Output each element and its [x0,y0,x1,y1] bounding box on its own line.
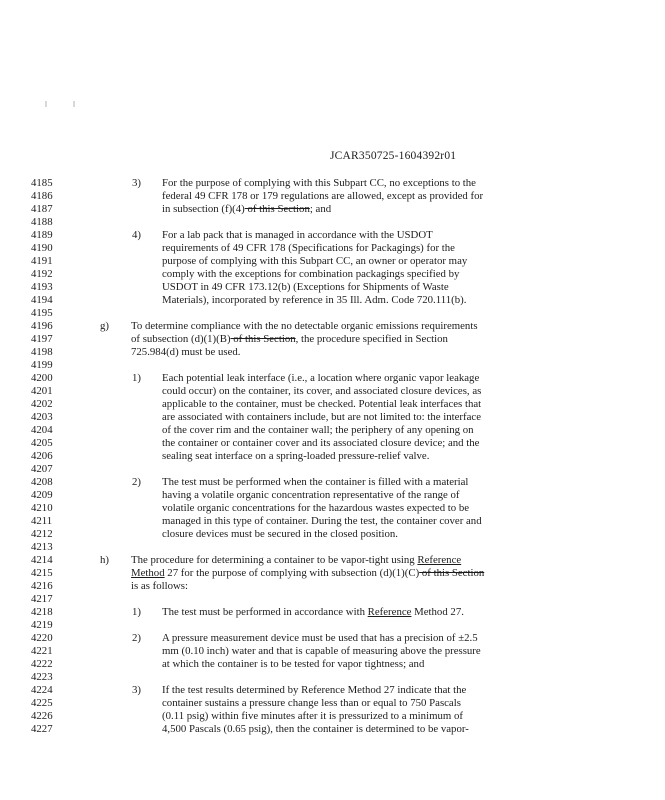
text-run: The test must be performed in accordance with [162,606,368,618]
line-number: 4220 [31,632,53,644]
text-line: sealing seat interface on a spring-loaded pressure-relief valve. [162,450,430,462]
text-line [131,567,484,579]
text-run: 27 for the purpose of complying with subsection (d)(1)(C) [164,567,420,579]
text-line: of the cover rim and the container wall; the periphery of any opening on [162,424,474,436]
scan-mark [45,101,47,107]
text-line: at which the container is to be tested for vapor tightness; and [162,658,425,670]
line-number: 4225 [31,697,53,709]
text-line: could occur) on the container, its cover, and associated closure devices, as [162,385,482,397]
text-line: Each potential leak interface (i.e., a location where organic vapor leakage [162,372,480,384]
section-label: g) [100,320,109,332]
line-number: 4194 [31,294,53,306]
line-number: 4226 [31,710,53,722]
text-line: volatile organic concentrations for the hazardous wastes expected to be [162,502,470,514]
line-number: 4208 [31,476,53,488]
line-number: 4185 [31,177,53,189]
struck-text: of this Section [230,333,296,345]
line-number: 4188 [31,216,53,228]
struck-text: of this Section [244,203,310,215]
line-number: 4219 [31,619,53,631]
text-line: If the test results determined by Reference Method 27 indicate that the [162,684,467,696]
line-number: 4200 [31,372,53,384]
text-line [131,554,461,566]
line-number: 4227 [31,723,53,735]
text-line: 725.984(d) must be used. [131,346,241,358]
line-number: 4199 [31,359,53,371]
text-line [162,606,464,618]
line-number: 4192 [31,268,53,280]
line-number: 4189 [31,229,53,241]
text-line: For a lab pack that is managed in accordance with the USDOT [162,229,433,241]
section-label: h) [100,554,109,566]
text-line: USDOT in 49 CFR 173.12(b) (Exceptions for Shipments of Waste [162,281,449,293]
text-run: of subsection (d)(1)(B) [131,333,231,345]
text-line: Materials), incorporated by reference in 35 Ill. Adm. Code 720.111(b). [162,294,467,306]
text-line: container sustains a pressure change less than or equal to 750 Pascals [162,697,461,709]
line-number: 4211 [31,515,53,527]
text-run: The procedure for determining a container to be vapor-tight using [131,554,418,566]
text-line: (0.11 psig) within five minutes after it is pressurized to a minimum of [162,710,463,722]
line-number: 4195 [31,307,53,319]
line-number: 4218 [31,606,53,618]
line-number: 4196 [31,320,53,332]
text-line [162,203,331,215]
line-number: 4222 [31,658,53,670]
text-line: mm (0.10 inch) water and that is capable of measuring above the pressure [162,645,481,657]
line-number: 4206 [31,450,53,462]
text-line: is as follows: [131,580,188,592]
item-label: 2) [132,632,141,644]
line-number: 4212 [31,528,53,540]
item-label: 3) [132,177,141,189]
line-number: 4190 [31,242,53,254]
line-number: 4209 [31,489,53,501]
line-number: 4198 [31,346,53,358]
document-id-header: JCAR350725-1604392r01 [330,150,457,162]
text-line: closure devices must be secured in the closed position. [162,528,398,540]
text-line: applicable to the container, must be checked. Potential leak interfaces that [162,398,482,410]
line-number: 4205 [31,437,53,449]
text-line: federal 49 CFR 178 or 179 regulations are allowed, except as provided for [162,190,484,202]
text-line: having a volatile organic concentration representative of the range of [162,489,460,501]
line-number: 4214 [31,554,53,566]
line-number: 4193 [31,281,53,293]
line-number: 4191 [31,255,53,267]
line-number: 4215 [31,567,53,579]
struck-text: of this Section [419,567,485,579]
item-label: 1) [132,606,141,618]
text-line: requirements of 49 CFR 178 (Specifications for Packagings) for the [162,242,455,254]
text-line: purpose of complying with this Subpart CC, an owner or operator may [162,255,468,267]
text-line: A pressure measurement device must be used that has a precision of ±2.5 [162,632,478,644]
text-line: managed in this type of container. During the test, the container cover and [162,515,482,527]
text-run: in subsection (f)(4) [162,203,245,215]
text-line: the container or container cover and its associated closure device; and the [162,437,480,449]
line-number: 4203 [31,411,53,423]
line-number: 4202 [31,398,53,410]
underlined-text: Method [131,567,165,579]
text-line [131,333,448,345]
line-number: 4204 [31,424,53,436]
underlined-text: Reference [367,606,412,618]
text-run: ; and [309,203,332,215]
text-line: 4,500 Pascals (0.65 psig), then the container is determined to be vapor- [162,723,469,735]
line-number: 4221 [31,645,53,657]
item-label: 3) [132,684,141,696]
scan-mark [73,101,75,107]
line-number: 4216 [31,580,53,592]
line-number: 4224 [31,684,53,696]
text-line: comply with the exceptions for combination packagings specified by [162,268,460,280]
line-number: 4201 [31,385,53,397]
line-number: 4210 [31,502,53,514]
item-label: 4) [132,229,141,241]
line-number: 4197 [31,333,53,345]
item-label: 2) [132,476,141,488]
line-number: 4187 [31,203,53,215]
underlined-text: Reference [417,554,462,566]
text-line: The test must be performed when the container is filled with a material [162,476,469,488]
line-number: 4223 [31,671,53,683]
line-number: 4207 [31,463,53,475]
text-line: For the purpose of complying with this Subpart CC, no exceptions to the [162,177,476,189]
line-number: 4213 [31,541,53,553]
line-number: 4186 [31,190,53,202]
text-run: Method 27. [411,606,464,618]
text-line: To determine compliance with the no detectable organic emissions requirements [131,320,478,332]
item-label: 1) [132,372,141,384]
text-line: are associated with containers include, but are not limited to: the interface [162,411,481,423]
line-number: 4217 [31,593,53,605]
text-run: , the procedure specified in Section [295,333,448,345]
